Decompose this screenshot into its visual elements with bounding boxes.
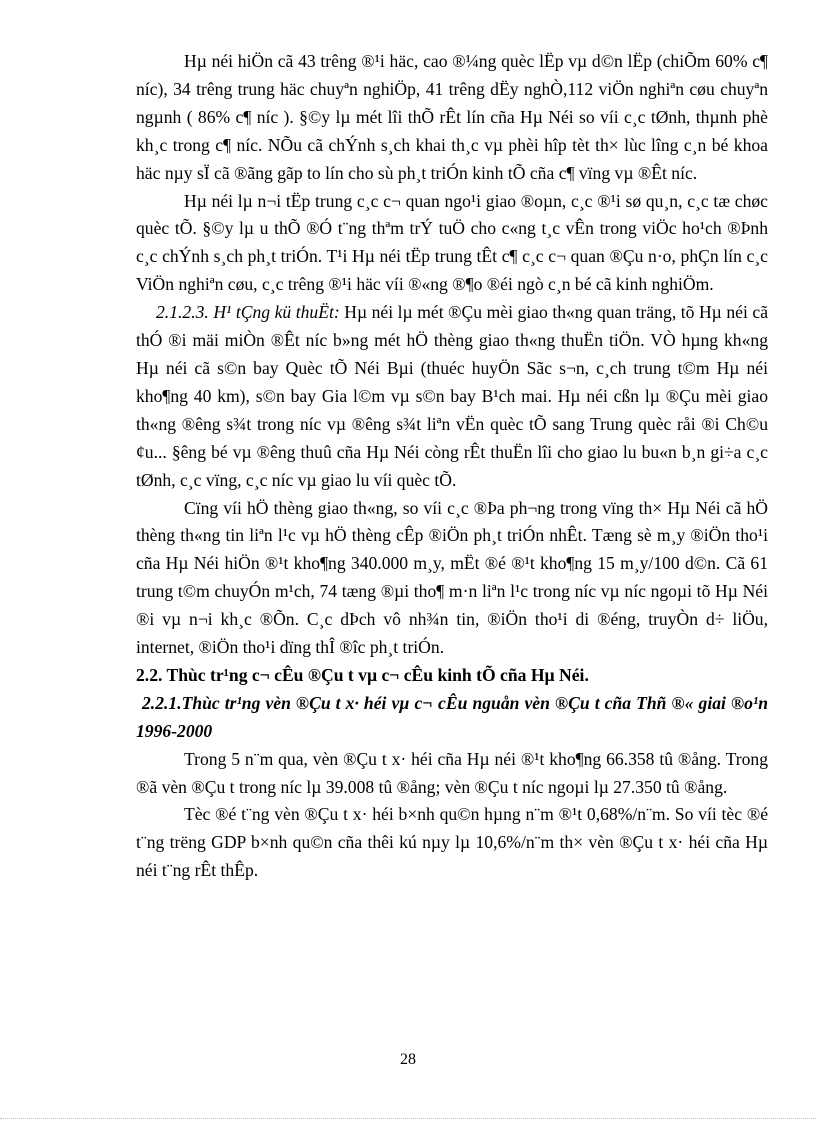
heading-2-2-1: 2.2.1.Thùc tr¹ng vèn ®Çu t x· héi vµ c¬ cÊu nguån vèn ®Çu t cña Thñ ®« giai ®o¹n 1996-2000 xyxy=(136,692,768,741)
paragraph-telecom: Cïng víi hÖ thèng giao th«ng, so víi c¸c ®Þa ph¬ng trong vïng th× Hµ Néi cã hÖ thèng th«ng tin liªn l¹c vµ hÖ thèng cÊp ®iÖn ph¸t triÓn nhÊt. Tæng sè m¸y ®iÖn tho¹i cña Hµ Néi hiÖn ®¹t kho¶ng 340.000 m¸y, mËt ®é ®¹t kho¶ng 15 m¸y/100 d©n. Cã 61 trung t©m chuyÓn m¹ch, 74 tæng ®µi tho¶ m·n liªn l¹c trong níc vµ níc ngoµi tõ Hµ Néi ®i vµ n¬i kh¸c ®Õn. C¸c dÞch vô nh¾n tin, ®iÖn tho¹i di ®éng, truyÒn d÷ liÖu, internet, ®iÖn tho¹i dïng thÎ ®îc ph¸t triÓn. xyxy=(136,497,768,658)
document-body xyxy=(136,48,768,885)
heading-2-2: 2.2. Thùc tr¹ng c¬ cÊu ®Çu t vµ c¬ cÊu kinh tÕ cña Hµ Néi. xyxy=(136,664,589,685)
paragraph-universities: Hµ néi hiÖn cã 43 trêng ®¹i häc, cao ®¼ng quèc lËp vµ d©n lËp (chiÕm 60% c¶ níc), 34 trêng trung häc chuyªn nghiÖp, 41 trêng dËy nghÒ,112 viÖn nghiªn cøu chuyªn ngµnh ( 86% c¶ níc ). §©y lµ mét lîi thÕ rÊt lín cña Hµ Néi so víi c¸c tØnh, thµnh phè kh¸c trong c¶ níc. NÕu cã chÝnh s¸ch khai th¸c vµ phèi hîp tèt th× lùc lîng c¸n bé khoa häc nµy sÏ cã ®ãng gãp to lín cho sù ph¸t triÓn kinh tÕ cña c¶ vïng vµ ®Êt níc. xyxy=(136,51,768,183)
paragraph-infrastructure xyxy=(136,299,768,494)
paragraph-agencies: Hµ néi lµ n¬i tËp trung c¸c c¬ quan ngo¹i giao ®oµn, c¸c ®¹i sø qu¸n, c¸c tæ chøc quèc tÕ. §©y lµ u thÕ ®Ó t¨ng thªm trÝ tuÖ cho c«ng t¸c vÊn trong viÖc ho¹ch ®Þnh c¸c chÝnh s¸ch ph¸t triÓn. T¹i Hµ néi tËp trung tÊt c¶ c¸c c¬ quan ®Çu n·o, phÇn lín c¸c ViÖn nghiªn cøu, c¸c trêng ®¹i häc víi ®«ng ®¶o ®éi ngò c¸n bé cã kinh nghiÖm. xyxy=(136,190,768,295)
page-number: 28 xyxy=(400,1051,416,1068)
paragraph-growth-rate: Tèc ®é t¨ng vèn ®Çu t x· héi b×nh qu©n hµng n¨m ®¹t 0,68%/n¨m. So víi tèc ®é t¨ng trëng GDP b×nh qu©n cña thêi kú nµy lµ 10,6%/n¨m th× vèn ®Çu t x· héi cña Hµ néi t¨ng rÊt thÊp. xyxy=(136,804,768,881)
paragraph-investment: Trong 5 n¨m qua, vèn ®Çu t x· héi cña Hµ néi ®¹t kho¶ng 66.358 tû ®ång. Trong ®ã vèn ®Çu t trong níc lµ 39.008 tû ®ång; vèn ®Çu t níc ngoµi lµ 27.350 tû ®ång. xyxy=(136,748,768,797)
page-bottom-border xyxy=(0,1118,816,1123)
section-label-2-1-2-3: 2.1.2.3. H¹ tÇng kü thuËt: xyxy=(156,302,340,323)
paragraph-infrastructure-text: Hµ néi lµ mét ®Çu mèi giao th«ng quan träng, tõ Hµ néi cã thÓ ®i mäi miÒn ®Êt níc b»ng mét hÖ thèng giao th«ng thuËn tiÖn. VÒ hµng kh«ng Hµ néi cã s©n bay Quèc tÕ Néi Bµi (thuéc huyÖn Sãc s¬n, c¸ch trung t©m Hµ néi kho¶ng 40 km), s©n bay Gia l©m vµ s©n bay B¹ch mai. Hµ néi cßn lµ ®Çu mèi giao th«ng ®êng s¾t trong níc vµ ®êng s¾t liªn vËn quèc tÕ sang Trung quèc råi ®i Ch©u ¢u... §êng bé vµ ®êng thuû cña Hµ Néi còng rÊt thuËn lîi cho giao lu bu«n b¸n gi÷a c¸c tØnh, c¸c vïng, c¸c níc vµ giao lu víi quèc tÕ. xyxy=(136,302,769,490)
